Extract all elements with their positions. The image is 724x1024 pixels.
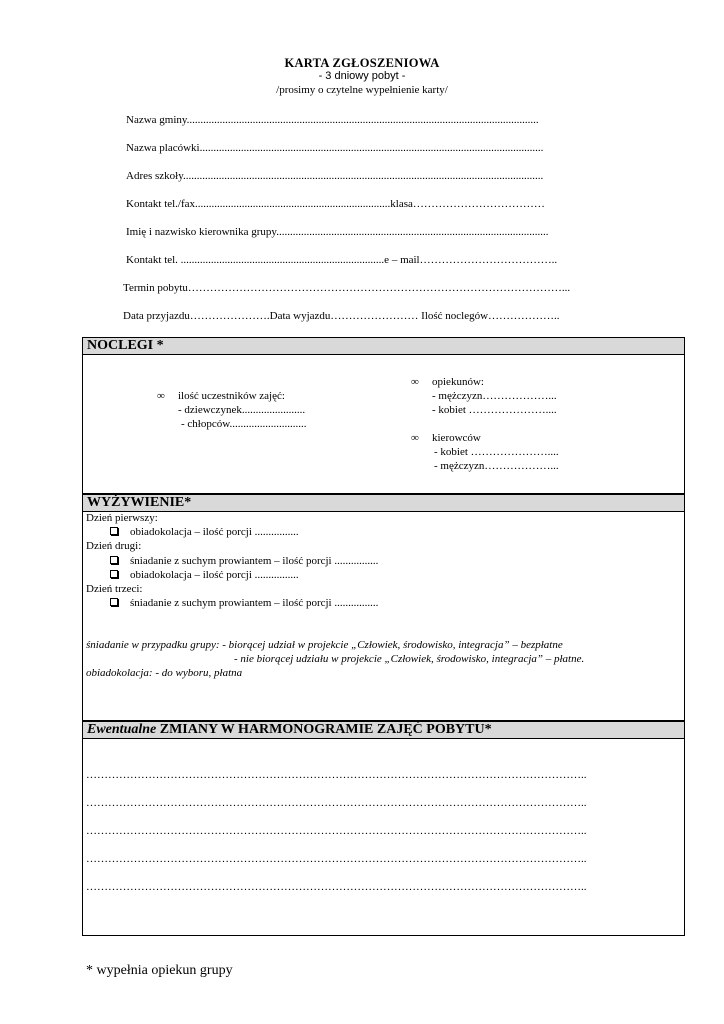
zmiany-header-italic: Ewentualne xyxy=(87,722,157,737)
footer-note: * wypełnia opiekun grupy xyxy=(86,963,233,978)
day2-item2[interactable] xyxy=(110,569,299,581)
uczestnicy-bullet-icon: ∞ xyxy=(157,390,165,402)
field-daty-noclegi[interactable]: Data przyjazdu………………….Data wyjazdu…………………… Ilość noclegów……………….. xyxy=(123,310,560,322)
zmiany-header-rest: ZMIANY W HARMONOGRAMIE ZAJĘĆ POBYTU* xyxy=(156,722,492,737)
field-kierownik-grupy[interactable]: Imię i nazwisko kierownika grupy................................................................................................... xyxy=(126,226,549,238)
field-termin-pobytu[interactable]: Termin pobytu…………………………………………………………………………………………... xyxy=(123,282,571,294)
checkbox-icon[interactable] xyxy=(110,570,118,578)
checkbox-icon[interactable] xyxy=(110,598,118,606)
kierowcow-kobiet-field[interactable]: - kobiet ………………….... xyxy=(434,446,559,458)
note-obiadokolacja: obiadokolacja: - do wyboru, płatna xyxy=(86,667,243,679)
kierowcow-label: kierowców xyxy=(432,432,481,444)
field-adres-szkoly[interactable]: Adres szkoły................................................................................................................................... xyxy=(126,170,544,182)
kierowcow-mezczyzn-field[interactable]: - mężczyzn………………... xyxy=(434,460,559,472)
day1-label: Dzień pierwszy: xyxy=(86,512,158,524)
day2-item1[interactable] xyxy=(110,555,378,567)
field-kontakt-fax[interactable]: Kontakt tel./fax.......................................................................klasa……………………………… xyxy=(126,198,545,210)
note-sniadanie-2: - nie biorącej udziału w projekcie „Człowiek, środowisko, integracja” – płatne. xyxy=(234,653,585,665)
day2-label: Dzień drugi: xyxy=(86,540,142,552)
day3-label: Dzień trzeci: xyxy=(86,583,143,595)
kierowcow-bullet-icon: ∞ xyxy=(411,432,419,444)
field-nazwa-placowki[interactable]: Nazwa placówki............................................................................................................................. xyxy=(126,142,544,154)
chlopcow-field[interactable]: - chłopców............................ xyxy=(181,418,307,430)
day1-item1[interactable] xyxy=(110,526,299,538)
field-kontakt-tel-email[interactable]: Kontakt tel. ..........................................................................e – mail……………………………….. xyxy=(126,254,558,266)
dziewczynek-field[interactable]: - dziewczynek....................... xyxy=(178,404,306,416)
zmiany-line[interactable]: ……………………………………………………………………………………………………………………….. xyxy=(86,769,587,781)
opiekunow-mezczyzn-field[interactable]: - mężczyzn………………... xyxy=(432,390,557,402)
form-instruction: /prosimy o czytelne wypełnienie karty/ xyxy=(276,84,448,96)
noclegi-header: NOCLEGI * xyxy=(82,337,685,355)
checkbox-icon[interactable] xyxy=(110,556,118,564)
opiekunow-bullet-icon: ∞ xyxy=(411,376,419,388)
day1-item1-label: obiadokolacja – ilość porcji ................ xyxy=(130,526,299,538)
zmiany-line[interactable]: ……………………………………………………………………………………………………………………….. xyxy=(86,797,587,809)
uczestnicy-label: ilość uczestników zajęć: xyxy=(178,390,285,402)
wyzywienie-header: WYŻYWIENIE* xyxy=(82,494,685,512)
day2-item2-label: obiadokolacja – ilość porcji ................ xyxy=(130,569,299,581)
field-nazwa-gminy[interactable]: Nazwa gminy................................................................................................................................ xyxy=(126,114,539,126)
wyzywienie-section xyxy=(82,511,685,721)
zmiany-section xyxy=(82,738,685,936)
day3-item1-label: śniadanie z suchym prowiantem – ilość porcji ................ xyxy=(130,597,379,609)
zmiany-line[interactable]: ……………………………………………………………………………………………………………………….. xyxy=(86,825,587,837)
zmiany-header xyxy=(82,721,685,739)
day3-item1[interactable] xyxy=(110,597,378,609)
form-subtitle: - 3 dniowy pobyt - xyxy=(318,70,406,82)
zmiany-line[interactable]: ……………………………………………………………………………………………………………………….. xyxy=(86,853,587,865)
noclegi-section xyxy=(82,354,685,494)
note-sniadanie: śniadanie w przypadku grupy: - biorącej udział w projekcie „Człowiek, środowisko, integracja” – bezpłatne xyxy=(86,639,563,651)
form-title: KARTA ZGŁOSZENIOWA xyxy=(284,56,440,70)
checkbox-icon[interactable] xyxy=(110,527,118,535)
zmiany-line[interactable]: ……………………………………………………………………………………………………………………….. xyxy=(86,881,587,893)
opiekunow-kobiet-field[interactable]: - kobiet ………………….... xyxy=(432,404,557,416)
opiekunow-label: opiekunów: xyxy=(432,376,484,388)
day2-item1-label: śniadanie z suchym prowiantem – ilość porcji ................ xyxy=(130,555,379,567)
